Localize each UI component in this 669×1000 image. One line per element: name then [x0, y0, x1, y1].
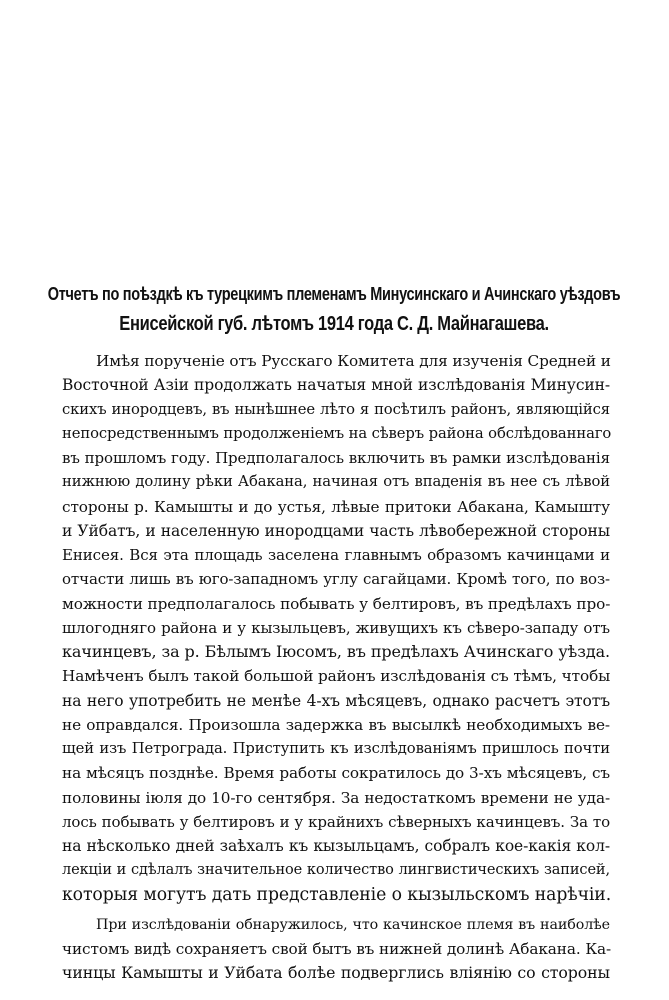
- text-line: непосредственнымъ продолженіемъ на сѣверъ района обслѣдованнаго: [62, 424, 612, 442]
- text-line: половины іюля до 10-го сентября. За недостаткомъ времени не уда-: [62, 788, 610, 807]
- text-line: въ прошломъ году. Предполагалось включить въ рамки изслѣдованія: [62, 449, 610, 467]
- text-line: Намѣченъ былъ такой большой районъ изслѣдованія съ тѣмъ, чтобы: [62, 667, 611, 686]
- report-title: [46, 281, 622, 339]
- text-line: чинцы Камышты и Уйбата болѣе подверглись вліянію со стороны: [62, 963, 610, 983]
- text-line: стороны р. Камышты и до устья, лѣвые притоки Абакана, Камышту: [62, 497, 610, 516]
- text-line: которыя могутъ дать представленіе о кызыльскомъ нарѣчіи.: [62, 884, 612, 905]
- paragraph-1: [62, 349, 610, 907]
- text-line: качинцевъ, за р. Бѣлымъ Іюсомъ, въ предѣлахъ Ачинскаго уѣзда.: [62, 642, 610, 661]
- text-line: Енисея. Вся эта площадь заселена главнымъ образомъ качинцами и: [62, 546, 610, 564]
- text-line: щей изъ Петрограда. Приступить къ изслѣдованіямъ пришлось почти: [62, 740, 610, 757]
- text-line: шлогодняго района и у кызыльцевъ, живущихъ къ сѣверо-западу отъ: [62, 618, 610, 637]
- text-line: При изслѣдованіи обнаружилось, что качинское племя въ наиболѣе: [96, 916, 610, 933]
- report-title-line-2: Енисейской губ. лѣтомъ 1914 года С. Д. Майнагашева.: [119, 312, 549, 335]
- text-line: скихъ инородцевъ, въ нынѣшнее лѣто я посѣтилъ районъ, являющійся: [62, 400, 610, 418]
- text-line: отчасти лишь въ юго-западномъ углу сагайцами. Кромѣ того, по воз-: [62, 570, 610, 589]
- report-body: [62, 349, 610, 986]
- text-line: чистомъ видѣ сохраняетъ свой бытъ въ нижней долинѣ Абакана. Ка-: [62, 940, 612, 958]
- paragraph-2: [62, 913, 610, 986]
- text-line: Имѣя порученіе отъ Русскаго Комитета для изученія Средней и: [96, 352, 611, 370]
- text-line: нижнюю долину рѣки Абакана, начиная отъ впаденія въ нее съ лѣвой: [62, 473, 610, 491]
- text-line: не оправдался. Произошла задержка въ высылкѣ необходимыхъ ве-: [62, 715, 610, 734]
- text-line: на мѣсяцъ позднѣе. Время работы сократилось до 3-хъ мѣсяцевъ, съ: [62, 764, 610, 783]
- text-line: на него употребить не менѣе 4-хъ мѣсяцевъ, однако расчетъ этотъ: [62, 691, 610, 710]
- text-line: на нѣсколько дней заѣхалъ къ кызыльцамъ, собралъ кое-какія кол-: [62, 837, 610, 855]
- text-line: лекціи и сдѣлалъ значительное количество лингвистическихъ записей,: [62, 862, 610, 879]
- report-title-line-1: Отчетъ по поѣздкѣ къ турецкимъ племенамъ Минусинскаго и Ачинскаго уѣздовъ: [47, 284, 621, 305]
- text-line: можности предполагалось побывать у белтировъ, въ предѣлахъ про-: [62, 594, 611, 613]
- text-line: Восточной Азіи продолжать начатыя мной изслѣдованія Минусин-: [62, 376, 610, 395]
- text-line: и Уйбатъ, и населенную инородцами часть лѣвобережной стороны: [62, 521, 610, 540]
- text-line: лось побывать у белтировъ и у крайнихъ сѣверныхъ качинцевъ. За то: [62, 812, 610, 831]
